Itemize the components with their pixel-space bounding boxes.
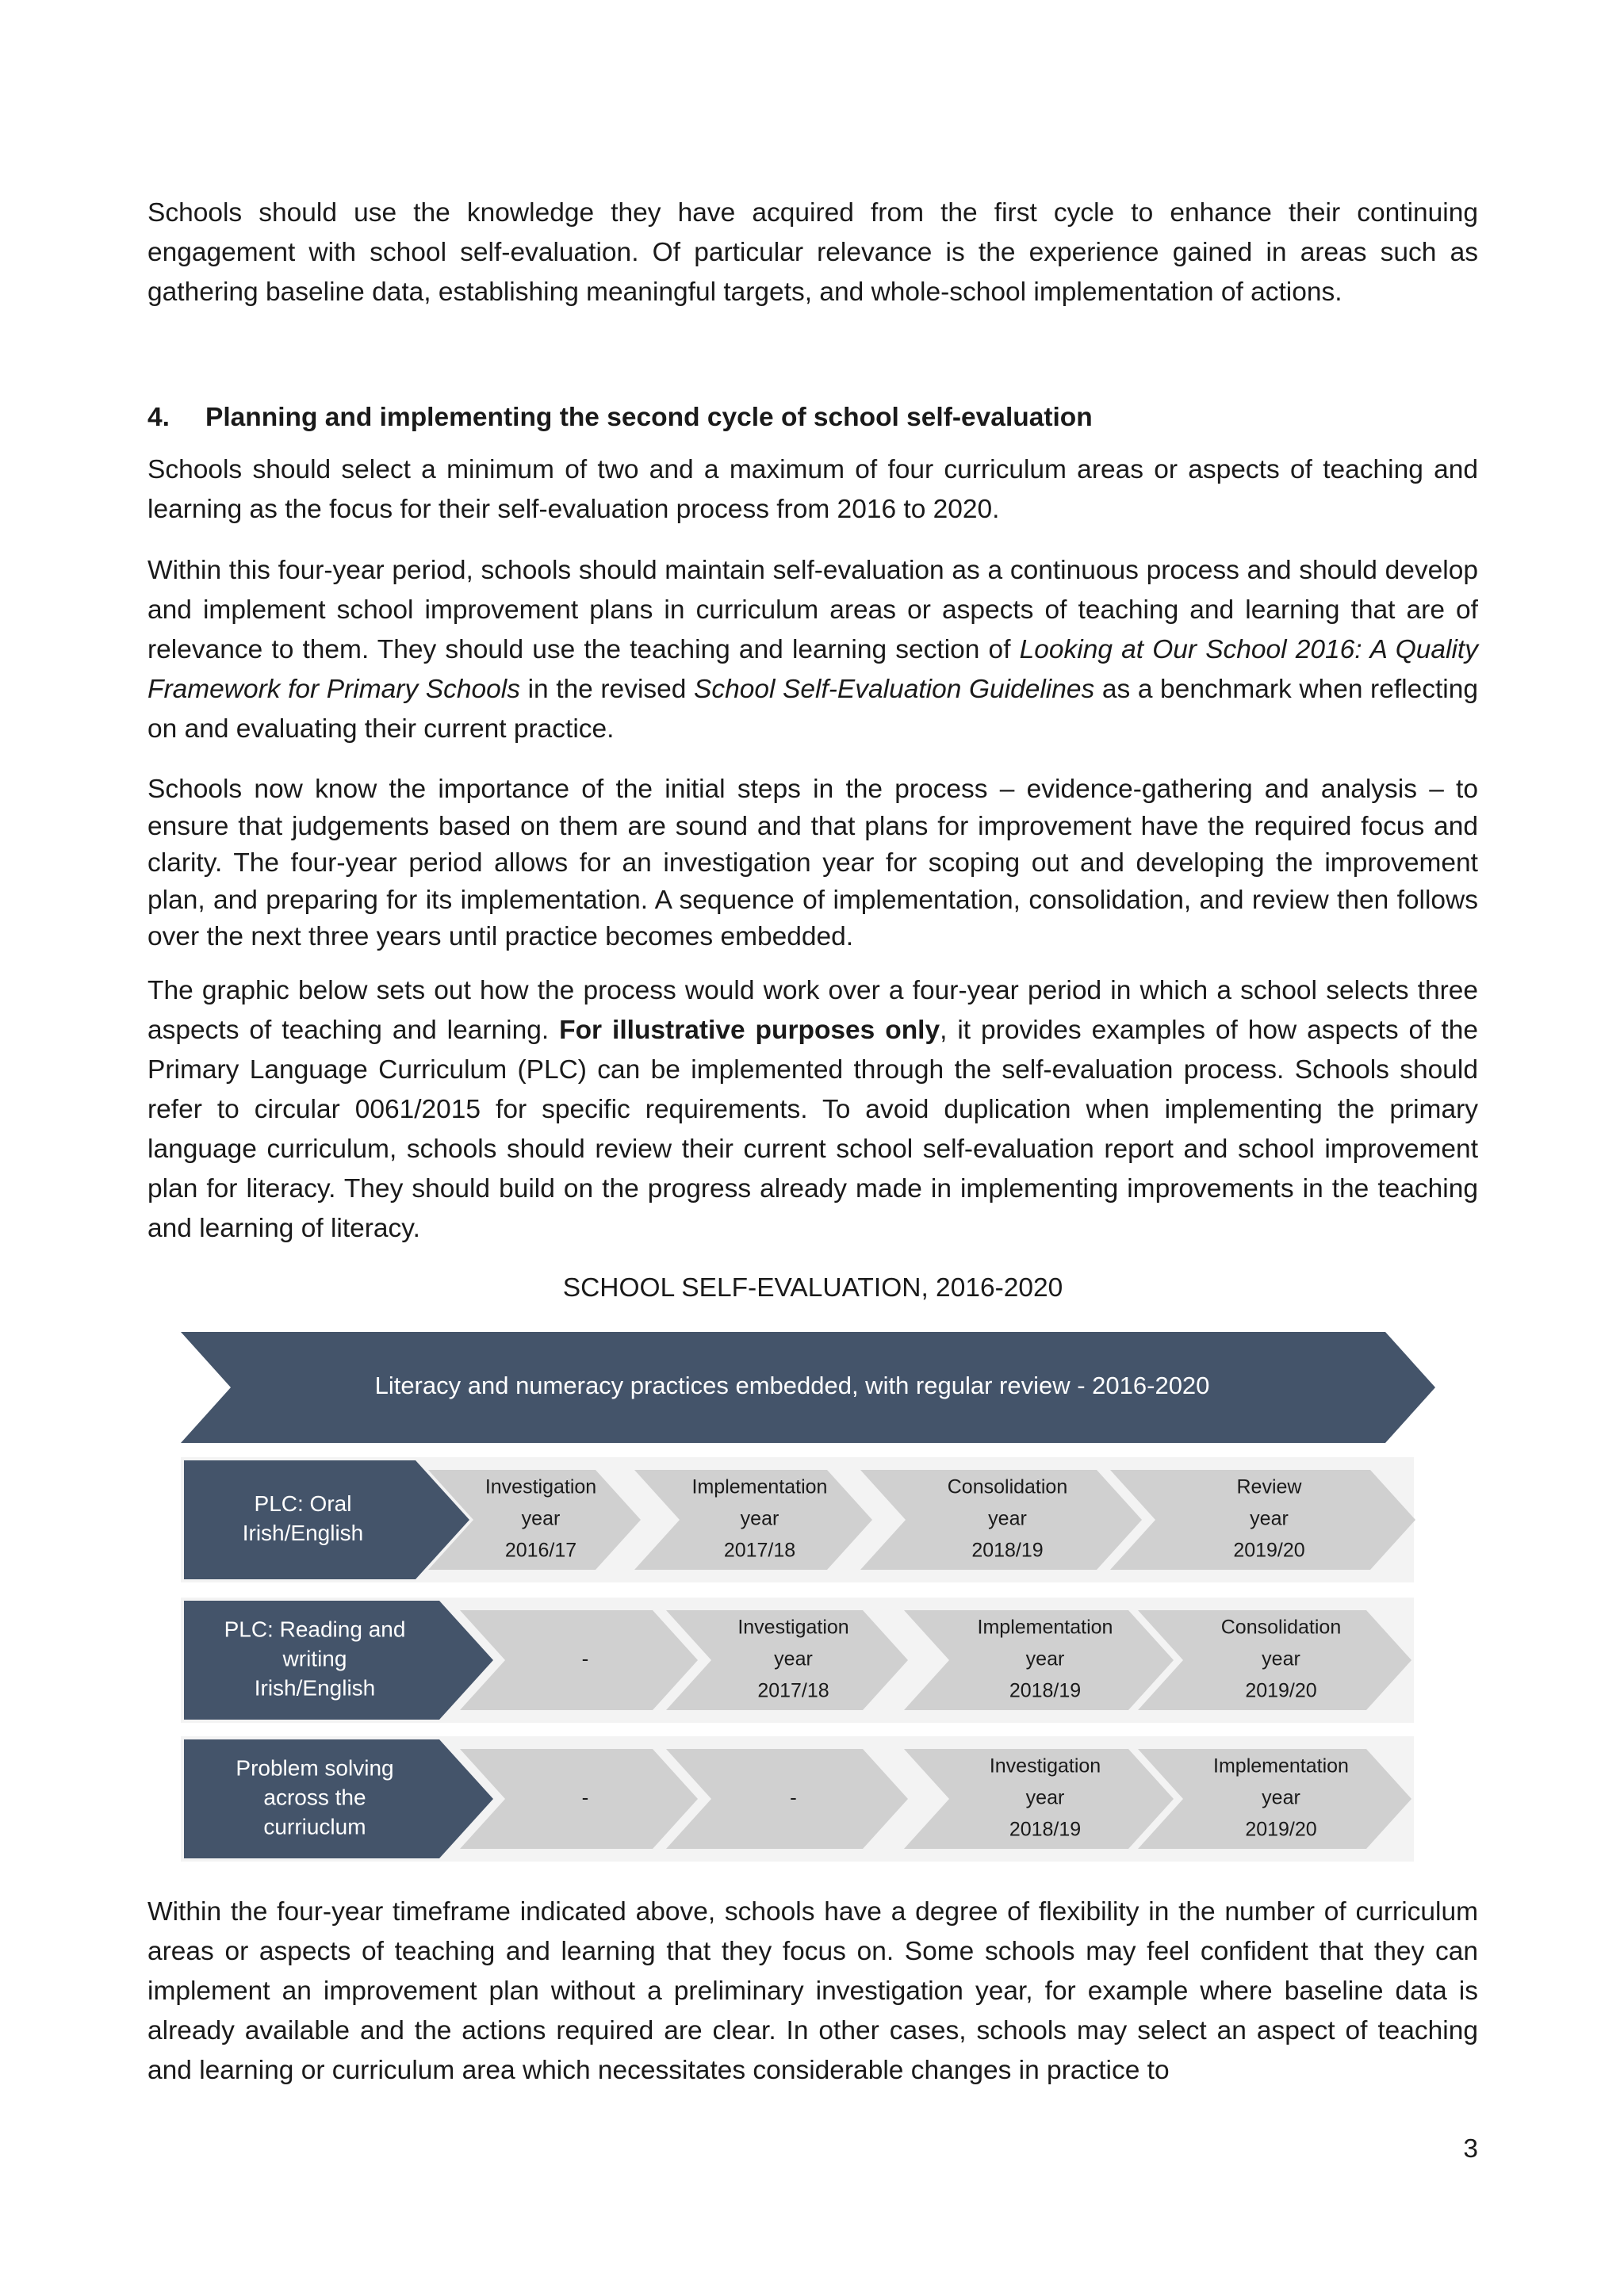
stage-label-line: year	[1025, 1786, 1065, 1809]
stage-label-line: 2017/18	[723, 1539, 796, 1562]
row-label-line: PLC: Reading and	[224, 1617, 406, 1642]
stage-label-line: year	[774, 1647, 813, 1670]
stage-label-line: -	[581, 1646, 589, 1670]
stage-label-line: 2018/19	[971, 1539, 1044, 1562]
row-label-line: Irish/English	[254, 1675, 376, 1701]
stage-label-line: Investigation	[989, 1755, 1101, 1777]
framework-title: Looking at Our School 2016: A Quality Framework for Primary Schools	[147, 635, 1478, 704]
paragraph-3: Schools now know the importance of the initial steps in the process – evidence-gathering and analysis – to ensure that judgements based on them are sound and that plans for improvement have the required focus and clarity. The four-year period allows for an investigation year for scoping out and developing the improvement plan, and preparing for its implementation. A sequence of implementation, consolidation, and review then follows over the next three years until practice becomes embedded.	[147, 775, 1478, 951]
stage-label-line: 2019/20	[1245, 1818, 1317, 1841]
paragraph-1: Schools should select a minimum of two and a maximum of four curriculum areas or aspects of teaching and learning as the focus for their self-evaluation process from 2016 to 2020.	[147, 455, 1478, 524]
paragraph-4-text-a: The graphic below sets out how the process would work over a four-year period in which a school selects three aspects of teaching and learning.	[147, 976, 1478, 1045]
row-label-line: writing	[282, 1646, 347, 1671]
stage-label-line: Consolidation	[1220, 1616, 1342, 1639]
stage-label-line: 2018/19	[1009, 1679, 1082, 1702]
stage-label-line: -	[790, 1785, 797, 1809]
row-label-line: Irish/English	[242, 1520, 364, 1545]
paragraph-5: Within the four-year timeframe indicated above, schools have a degree of flexibility in the number of curriculum areas or aspects of teaching and learning that they focus on. Some schools may feel confident that they can implement an improvement plan without a preliminary investigation year, for example where baseline data is already available and the actions required are clear. In other cases, schools may select an aspect of teaching and learning or curriculum area which necessitates considerable changes in practice to	[147, 1897, 1478, 2085]
stage-label-line: year	[1025, 1647, 1065, 1670]
stage-label	[582, 1647, 589, 1670]
stage-label	[790, 1785, 797, 1809]
section-number: 4.	[147, 403, 170, 432]
stage-label-line: year	[988, 1507, 1027, 1530]
stage-label-line: 2016/17	[504, 1539, 577, 1562]
stage-label-line: Implementation	[977, 1616, 1113, 1639]
illustrative-note: For illustrative purposes only	[559, 1016, 940, 1045]
stage-label-line: 2018/19	[1009, 1818, 1082, 1841]
row-label-line: PLC: Oral	[254, 1490, 352, 1516]
section-title: Planning and implementing the second cycle of school self-evaluation	[205, 403, 1093, 432]
row-label-line: across the	[263, 1785, 366, 1810]
stage-label-line: year	[1250, 1507, 1289, 1530]
row-label-line: Problem solving	[236, 1755, 394, 1781]
stage-label-line: year	[521, 1507, 561, 1530]
row-label-line: curriuclum	[263, 1814, 366, 1839]
stage-label-line: -	[581, 1785, 589, 1809]
paragraph-2-text-b: in the revised	[519, 675, 694, 704]
stage-label-line: 2017/18	[757, 1679, 829, 1702]
stage-label-line: year	[740, 1507, 779, 1530]
stage-label-line: Consolidation	[947, 1475, 1068, 1498]
stage-label-line: Implementation	[1213, 1755, 1349, 1777]
banner-label: Literacy and numeracy practices embedded, with regular review - 2016-2020	[374, 1372, 1210, 1400]
intro-paragraph: Schools should use the knowledge they have acquired from the first cycle to enhance their continuing engagement with school self-evaluation. Of particular relevance is the experience gained in areas such as gathering baseline data, establishing meaningful targets, and whole-school implementation of actions.	[147, 198, 1478, 307]
stage-label	[582, 1785, 589, 1809]
stage-label-line: 2019/20	[1245, 1679, 1317, 1702]
stage-label-line: Investigation	[485, 1475, 597, 1498]
diagram-title: SCHOOL SELF-EVALUATION, 2016-2020	[562, 1273, 1063, 1303]
page-number: 3	[1463, 2134, 1478, 2164]
stage-label-line: year	[1262, 1647, 1300, 1670]
paragraph-4-text-b: , it provides examples of how aspects of the Primary Language Curriculum (PLC) can be implemented through the self-evaluation process. Schools should refer to circular 0061/2015 for specific requirements. To avoid duplication when implementing the primary language curriculum, schools should review their current school self-evaluation report and school improvement plan for literacy. They should build on the progress already made in implementing improvements in the teaching and learning of literacy.	[147, 1016, 1478, 1243]
stage-label-line: Investigation	[737, 1616, 849, 1639]
stage-label-line: year	[1262, 1786, 1300, 1809]
stage-label-line: Review	[1236, 1475, 1302, 1498]
stage-label-line: Implementation	[691, 1475, 828, 1498]
paragraph-2-text-c: as a benchmark when reflecting on and evaluating their current practice.	[147, 675, 1478, 744]
guidelines-title: School Self-Evaluation Guidelines	[694, 675, 1095, 704]
stage-label-line: 2019/20	[1233, 1539, 1305, 1562]
paragraph-2-text-a: Within this four-year period, schools should maintain self-evaluation as a continuous process and should develop and implement school improvement plans in curriculum areas or aspects of teaching and learning that are of relevance to them. They should use the teaching and learning section of	[147, 556, 1478, 664]
